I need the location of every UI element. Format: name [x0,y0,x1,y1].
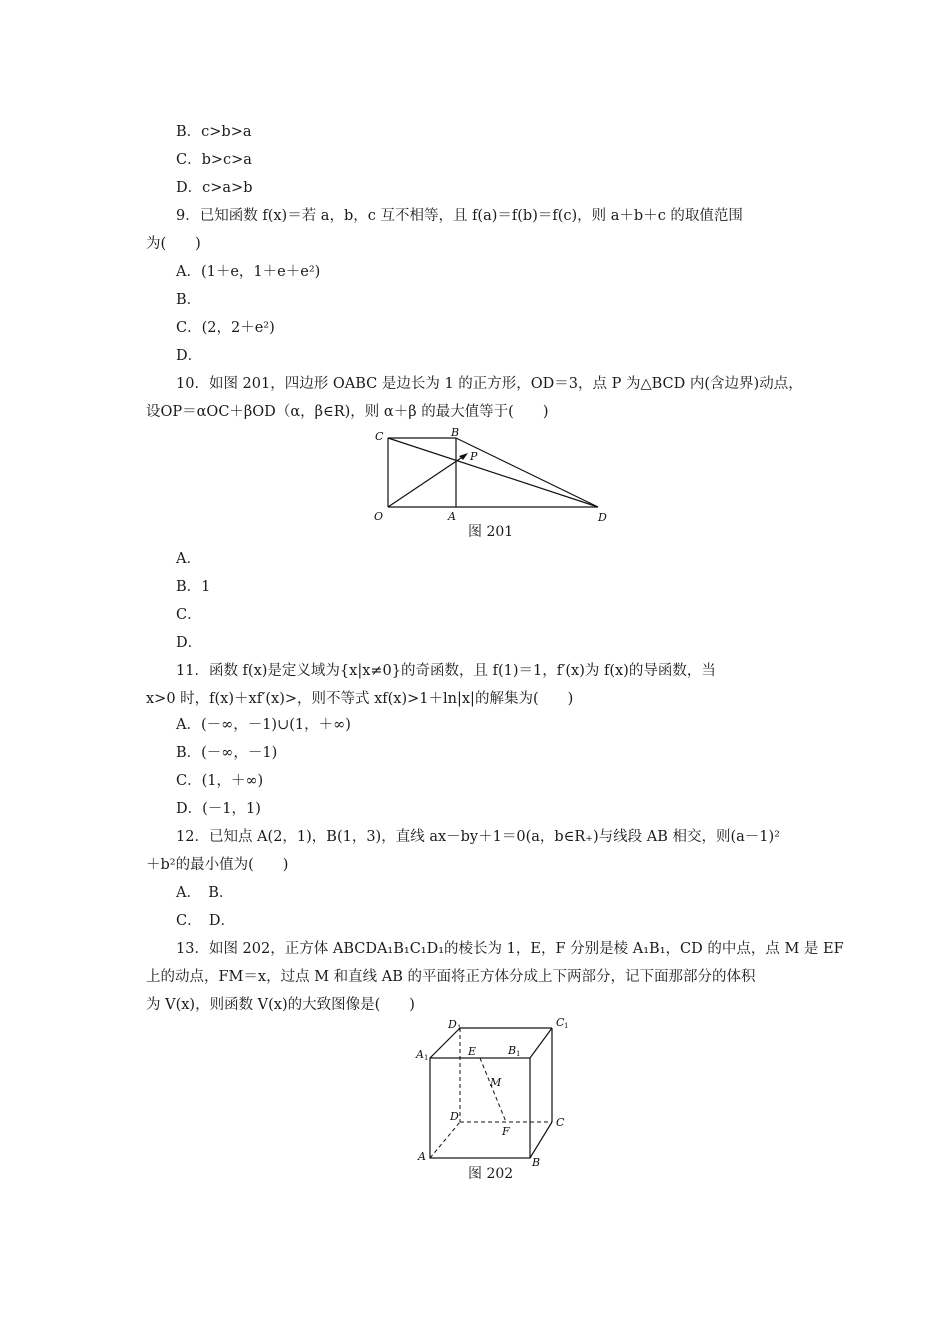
q9-stem-line1: 9．已知函数 f(x)＝若 a，b，c 互不相等，且 f(a)＝f(b)＝f(c)，则 a＋b＋c 的取值范围 [176,208,743,224]
q10-option-c: C． [176,607,202,623]
label-f: F [502,1125,510,1138]
label-d: D [598,511,607,524]
q11-stem-line1: 11．函数 f(x)是定义域为{x|x≠0}的奇函数，且 f(1)＝1，f′(x)为 f(x)的导函数，当 [176,663,716,679]
label-a: A [448,510,456,523]
q10-option-a: A． [176,551,201,567]
q11-option-c: C．(1，＋∞) [176,773,264,789]
edge-cd [388,438,598,507]
q10-option-b: B．1 [176,579,211,595]
q9-option-b: B． [176,292,202,308]
figure-202-caption: 图 202 [468,1166,514,1182]
figure-201 [370,428,620,528]
figure-202 [410,1018,580,1168]
q10-stem-line2: 设OP＝αOC＋βOD（α，β∈R)，则 α＋β 的最大值等于( ) [146,404,549,420]
q10-stem-line1: 10．如图 201，四边形 OABC 是边长为 1 的正方形，OD＝3，点 P 为△BCD 内(含边界)动点， [176,376,803,392]
label-d: D [450,1110,459,1123]
edge-a1d1 [430,1028,460,1058]
label-e: E [468,1045,477,1058]
label-d1: D [448,1018,457,1031]
q12-option-cd: C． D． [176,913,235,929]
label-a: A [418,1150,426,1163]
label-c: C [556,1116,565,1129]
q13-stem-line3: 为 V(x)，则函数 V(x)的大致图像是( ) [146,997,415,1013]
cube-front-face [430,1058,530,1158]
q13-stem-line2: 上的动点，FM＝x，过点 M 和直线 AB 的平面将正方体分成上下两部分，记下面那部分的体积 [146,969,756,985]
edge-bc [530,1122,552,1158]
q11-option-a: A．(－∞，－1)∪(1，＋∞) [176,717,351,733]
label-c1: C [556,1016,565,1029]
q8-option-c: C．b>c>a [176,152,252,168]
vector-op [388,456,464,507]
edge-ad-hidden [430,1122,460,1158]
q9-option-a: A．(1＋e，1＋e＋e²) [176,264,321,280]
label-a1: A [416,1048,424,1061]
q9-option-c: C．(2，2＋e²) [176,320,275,336]
q8-option-b: B．c>b>a [176,124,252,140]
q11-stem-line2: x>0 时，f(x)＋xf′(x)>，则不等式 xf(x)>1＋ln|x|的解集为( ) [146,691,574,707]
q12-stem-line2: ＋b²的最小值为( ) [146,857,289,873]
label-b: B [451,426,460,439]
label-c: C [375,430,384,443]
svg-text:1: 1 [424,1054,429,1062]
svg-text:1: 1 [457,1024,462,1032]
q10-option-d: D． [176,635,203,651]
q9-option-d: D． [176,348,203,364]
edge-b1c1 [530,1028,552,1058]
q13-stem-line1: 13．如图 202，正方体 ABCDA₁B₁C₁D₁的棱长为 1，E，F 分别是棱 A₁B₁，CD 的中点，点 M 是 EF [176,941,844,957]
segment-ef-hidden [480,1058,506,1122]
label-m: M [490,1076,502,1089]
q12-option-ab: A． B． [176,885,234,901]
figure-201-caption: 图 201 [468,524,514,540]
svg-text:1: 1 [564,1022,569,1030]
edge-bd [456,438,598,507]
q11-option-d: D．(－1，1) [176,801,261,817]
label-o: O [374,510,384,523]
q8-option-d: D．c>a>b [176,180,253,196]
q12-stem-line1: 12．已知点 A(2，1)，B(1，3)，直线 ax－by＋1＝0(a，b∈R₊)与线段 AB 相交，则(a－1)² [176,829,780,845]
label-b1: B [508,1044,517,1057]
label-b: B [532,1156,541,1169]
q9-stem-line2: 为( ) [146,236,201,252]
q11-option-b: B．(－∞，－1) [176,745,278,761]
label-p: P [470,450,478,463]
svg-text:1: 1 [516,1050,521,1058]
